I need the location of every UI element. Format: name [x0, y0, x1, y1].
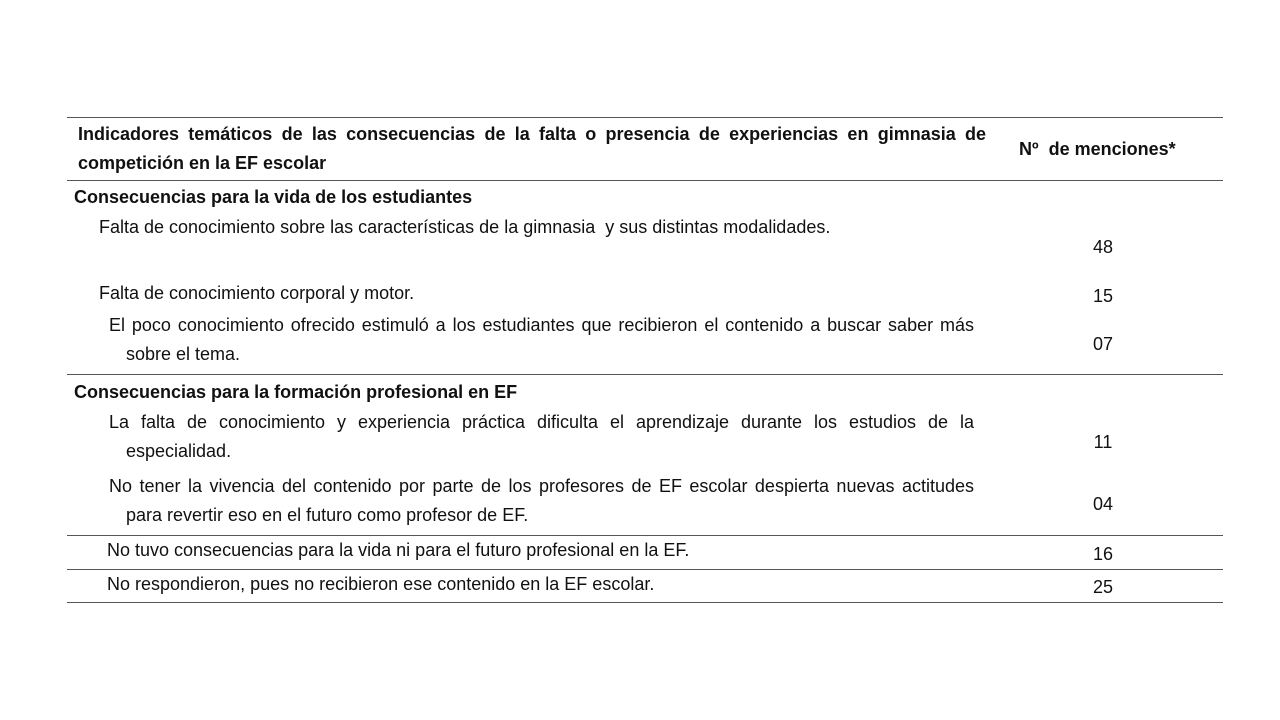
- table-row-text: No tuvo consecuencias para la vida ni para el futuro profesional en la EF.: [107, 540, 690, 560]
- section-1-bottom-rule: [67, 374, 1223, 375]
- table-row-text: El poco conocimiento ofrecido estimuló a los estudiantes que recibieron el contenido a buscar saber más sobre el tema.: [109, 315, 974, 364]
- header-count-label: Nº de menciones*: [1019, 139, 1176, 159]
- table-row-count: 25: [1092, 577, 1114, 597]
- section-title: Consecuencias para la vida de los estudiantes: [74, 187, 473, 207]
- table-top-rule: [67, 117, 1223, 118]
- table-bottom-rule: [67, 602, 1223, 603]
- section-title: Consecuencias para la formación profesional en EF: [74, 382, 518, 402]
- table-row-count: 15: [1092, 286, 1114, 306]
- table-row-text: No respondieron, pues no recibieron ese contenido en la EF escolar.: [107, 574, 655, 594]
- table-row-count: 07: [1092, 334, 1114, 354]
- table-row-count: 11: [1093, 432, 1113, 452]
- table-row-text: La falta de conocimiento y experiencia práctica dificulta el aprendizaje durante los estudios de la especialidad.: [109, 412, 974, 461]
- header-indicator-label: Indicadores temáticos de las consecuencias de la falta o presencia de experiencias en gimnasia de competición en la EF escolar: [78, 124, 986, 173]
- table-row-text: Falta de conocimiento corporal y motor.: [99, 283, 415, 303]
- table-row-count: 04: [1092, 494, 1114, 514]
- table-row-count: 16: [1092, 544, 1114, 564]
- header-bottom-rule: [67, 180, 1223, 181]
- table-row-text: No tener la vivencia del contenido por parte de los profesores de EF escolar despierta nuevas actitudes para revertir eso en el futuro como profesor de EF.: [109, 476, 974, 525]
- table-row-count: 48: [1092, 237, 1114, 257]
- table-row-text: Falta de conocimiento sobre las características de la gimnasia y sus distintas modalidades.: [99, 217, 831, 237]
